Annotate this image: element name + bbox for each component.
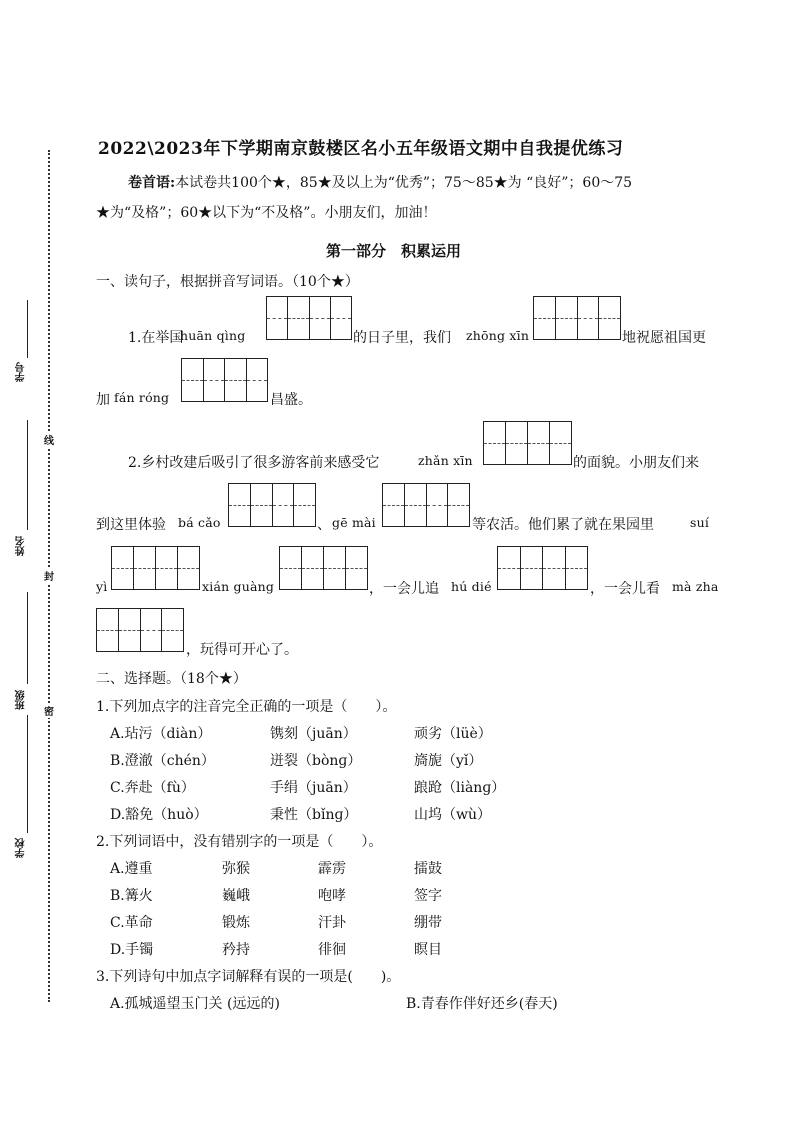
answer-box-suiyi[interactable] (111, 546, 200, 590)
s1-q2-text-f: ，一会儿追 (369, 581, 439, 597)
answer-box-xianguang[interactable] (279, 546, 368, 590)
s2-q1-option-c-1[interactable]: C.奔赴（fù） (110, 780, 195, 796)
s2-q2-option-c-3: 汗卦 (318, 915, 346, 931)
s2-q2-option-d-2: 矜持 (222, 942, 250, 958)
s1-q2-pinyin-4b: yì (96, 579, 108, 594)
s2-q1-option-a-3: 顽劣（lüè） (414, 726, 492, 742)
s1-q1-text-e: 昌盛。 (270, 392, 312, 408)
s1-q2-pinyin-7: mà zha (672, 579, 719, 594)
margin-line-name[interactable] (27, 420, 28, 530)
s1-q1-text-c: 地祝愿祖国更 (622, 330, 706, 346)
s2-q2-option-c-4: 绷带 (414, 915, 442, 931)
s2-q1-option-d-1[interactable]: D.豁免（huò） (110, 807, 208, 823)
s2-q2-option-d-4: 瞑目 (414, 942, 442, 958)
s2-q1-option-a-1[interactable]: A.玷污（diàn） (110, 726, 212, 742)
s1-q2-text-d: 、 (317, 517, 331, 533)
margin-label-name: 姓名 (16, 536, 27, 556)
answer-box-zhongxin[interactable] (533, 296, 621, 340)
section2-heading: 二、选择题。（18个★） (96, 671, 247, 687)
seal-char-mi: 密 (44, 703, 54, 718)
s2-q2-option-a-2: 弥猴 (222, 861, 250, 877)
s1-q2-pinyin-4a: suí (690, 515, 710, 530)
answer-box-zhanxin[interactable] (483, 421, 572, 465)
seal-char-xian: 线 (44, 432, 54, 447)
s2-q1-option-a-2: 镌刻（juān） (270, 726, 357, 742)
intro-line-1 (128, 172, 632, 192)
s1-q2-pinyin-2: bá cǎo (178, 515, 221, 530)
s2-q2-option-d-3: 徘徊 (318, 942, 346, 958)
answer-box-gemai[interactable] (382, 483, 470, 527)
s1-q2-text-b: 的面貌。小朋友们来 (573, 455, 699, 471)
s1-q2-pinyin-6: hú dié (451, 579, 492, 594)
s1-q1-text-a: 1.在举国 (128, 330, 184, 346)
s2-q1-option-b-2: 迸裂（bònɡ） (270, 753, 362, 769)
s2-q2-option-a-3: 霹雳 (318, 861, 346, 877)
answer-box-hudie[interactable] (497, 546, 588, 590)
s2-q2-option-c-2: 锻炼 (222, 915, 250, 931)
s1-q1-pinyin-2: zhōng xīn (466, 328, 530, 343)
s1-q2-pinyin-1: zhǎn xīn (418, 453, 473, 468)
s2-q2-option-b-4: 签字 (414, 888, 442, 904)
s2-q1-option-d-2: 秉性（bǐnɡ） (270, 807, 358, 823)
s2-q2-option-a-1[interactable]: A.遵重 (110, 861, 153, 877)
s2-q2-option-b-1[interactable]: B.篝火 (110, 888, 153, 904)
margin-label-class: 班级 (16, 690, 27, 710)
s2-q3-option-b[interactable]: B.青春作伴好还乡(春天) (406, 996, 558, 1012)
s1-q2-text-c: 到这里体验 (96, 517, 166, 533)
s2-q3-option-a[interactable]: A.孤城遥望玉门关 (远远的) (110, 996, 280, 1012)
s1-q1-text-d: 加 (96, 392, 110, 408)
s2-q1-option-b-3: 旖旎（yǐ） (414, 753, 483, 769)
answer-box-huanqing[interactable] (266, 296, 352, 340)
s2-q1-stem: 1.下列加点字的注音完全正确的一项是（ ）。 (96, 699, 397, 715)
intro-label: 卷首语: (128, 175, 176, 191)
s2-q2-option-c-1[interactable]: C.革命 (110, 915, 153, 931)
seal-char-feng: 封 (44, 568, 54, 583)
s1-q2-text-e: 等农活。他们累了就在果园里 (472, 517, 654, 533)
s2-q2-option-b-3: 咆哮 (318, 888, 346, 904)
margin-label-school: 学校 (16, 838, 27, 858)
s2-q1-option-c-3: 踉跄（liànɡ） (414, 780, 506, 796)
s2-q1-option-d-3: 山坞（wù） (414, 807, 491, 823)
s2-q2-option-b-2: 巍峨 (222, 888, 250, 904)
answer-box-bacao[interactable] (228, 483, 316, 527)
s1-q1-pinyin-1: huān qìng (180, 328, 246, 343)
s1-q1-pinyin-3: fán róng (114, 390, 170, 405)
margin-line-student-number[interactable] (27, 300, 28, 358)
page-title: 2022\2023年下学期南京鼓楼区名小五年级语文期中自我提优练习 (98, 139, 624, 159)
s1-q2-text-g: ，一会儿看 (590, 581, 660, 597)
s1-q1-text-b: 的日子里，我们 (353, 330, 451, 346)
margin-line-school[interactable] (27, 715, 28, 833)
margin-label-student-number: 学号 (16, 362, 27, 382)
s2-q2-option-d-1[interactable]: D.手镯 (110, 942, 154, 958)
s1-q2-pinyin-5: xián guàng (202, 579, 275, 594)
intro-text-1: 本试卷共100个★，85★及以上为“优秀”；75～85★为 “良好”；60～75 (175, 175, 633, 191)
answer-box-mazha[interactable] (96, 608, 184, 652)
answer-box-fanrong[interactable] (181, 358, 268, 402)
s1-q2-pinyin-3: gē mài (332, 515, 376, 530)
s2-q1-option-c-2: 手绢（juān） (270, 780, 357, 796)
s2-q2-option-a-4: 擂鼓 (414, 861, 442, 877)
s2-q2-stem: 2.下列词语中，没有错别字的一项是（ ）。 (96, 834, 383, 850)
s1-q2-text-h: ，玩得可开心了。 (186, 642, 298, 658)
margin-line-class[interactable] (27, 592, 28, 684)
s2-q3-stem: 3.下列诗句中加点字词解释有误的一项是( )。 (96, 969, 401, 985)
intro-line-2: ★为“及格”；60★以下为“不及格”。小朋友们，加油！ (96, 205, 437, 221)
s2-q2-text-a: 2.乡村改建后吸引了很多游客前来感受它 (128, 455, 380, 471)
part-heading: 第一部分 积累运用 (326, 242, 462, 260)
s2-q1-option-b-1[interactable]: B.澄澈（chén） (110, 753, 215, 769)
section1-heading: 一、读句子，根据拼音写词语。（10个★） (96, 274, 359, 290)
